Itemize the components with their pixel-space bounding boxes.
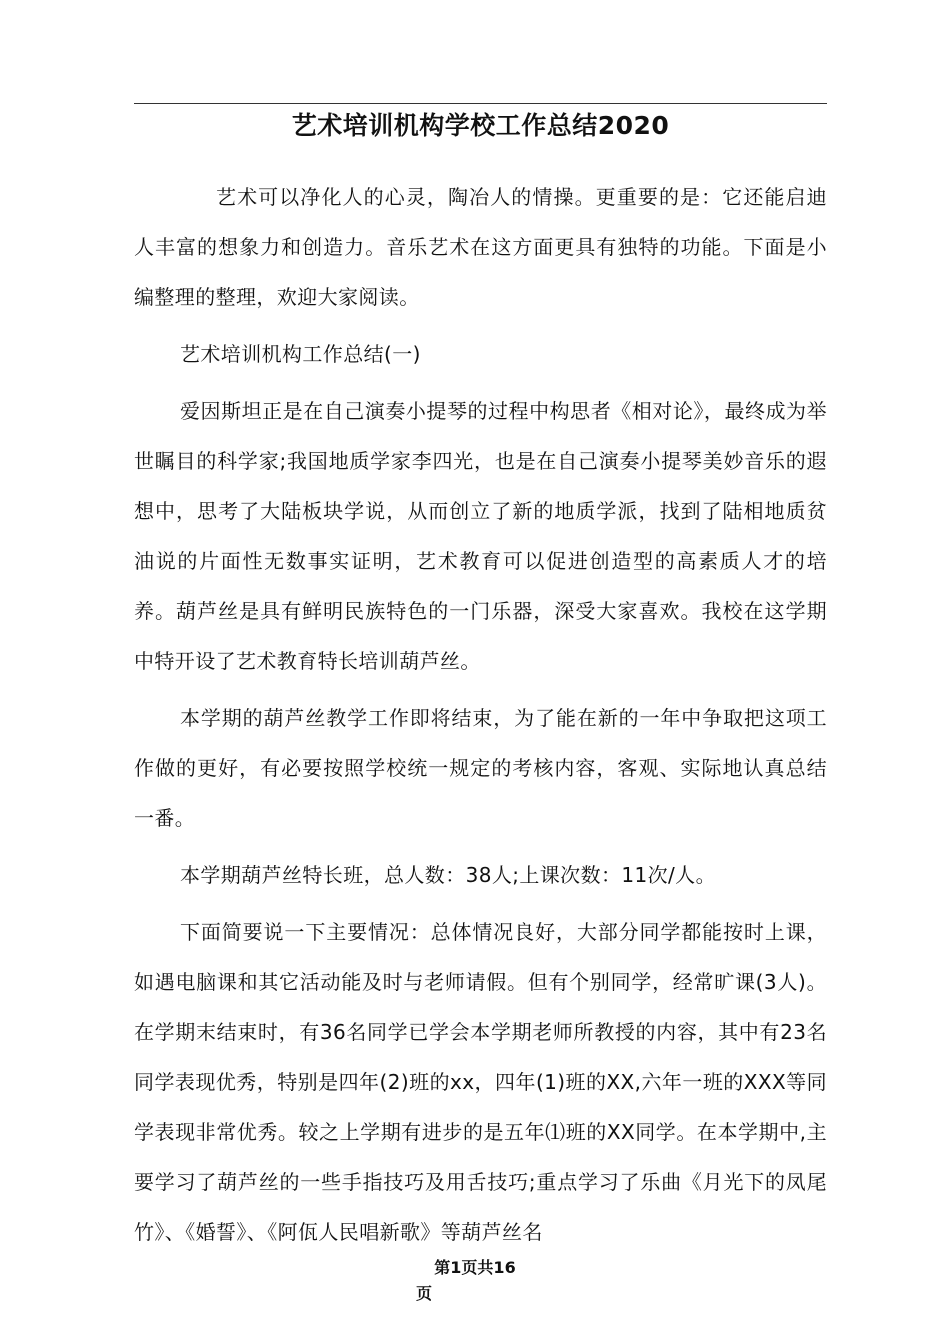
- body-paragraph: 爱因斯坦正是在自己演奏小提琴的过程中构思者《相对论》，最终成为举世瞩目的科学家;我国地质学家李四光，也是在自己演奏小提琴美妙音乐的遐想中，思考了大陆板块学说，从而创立了新的地质学派，找到了陆相地质贫油说的片面性无数事实证明，艺术教育可以促进创造型的高素质人才的培养。葫芦丝是具有鲜明民族特色的一门乐器，深受大家喜欢。我校在这学期中特开设了艺术教育特长培训葫芦丝。: [134, 399, 827, 673]
- page-number-footer: [400, 1255, 550, 1307]
- page-number-line1: 第1页共16: [434, 1258, 516, 1277]
- header-rule: [134, 103, 827, 104]
- section-heading: 艺术培训机构工作总结(一): [180, 342, 421, 366]
- document-body: [134, 172, 827, 1264]
- intro-paragraph: 艺术可以净化人的心灵，陶冶人的情操。更重要的是：它还能启迪人丰富的想象力和创造力。音乐艺术在这方面更具有独特的功能。下面是小编整理的整理，欢迎大家阅读。: [134, 185, 827, 309]
- body-paragraph: 下面简要说一下主要情况：总体情况良好，大部分同学都能按时上课，如遇电脑课和其它活动能及时与老师请假。但有个别同学，经常旷课(3人)。在学期末结束时，有36名同学已学会本学期老师所教授的内容，其中有23名同学表现优秀，特别是四年(2)班的xx，四年(1)班的XX,六年一班的XXX等同学表现非常优秀。较之上学期有进步的是五年⑴班的XX同学。在本学期中,主要学习了葫芦丝的一些手指技巧及用舌技巧;重点学习了乐曲《月光下的凤尾竹》、《婚誓》、《阿佤人民唱新歌》等葫芦丝名: [134, 920, 827, 1244]
- body-paragraph: 本学期的葫芦丝教学工作即将结束，为了能在新的一年中争取把这项工作做的更好，有必要按照学校统一规定的考核内容，客观、实际地认真总结一番。: [134, 706, 827, 830]
- document-title: 艺术培训机构学校工作总结2020: [291, 111, 670, 140]
- body-paragraph: 本学期葫芦丝特长班，总人数：38人;上课次数：11次/人。: [180, 863, 716, 887]
- page-number-line2: 页: [416, 1284, 433, 1303]
